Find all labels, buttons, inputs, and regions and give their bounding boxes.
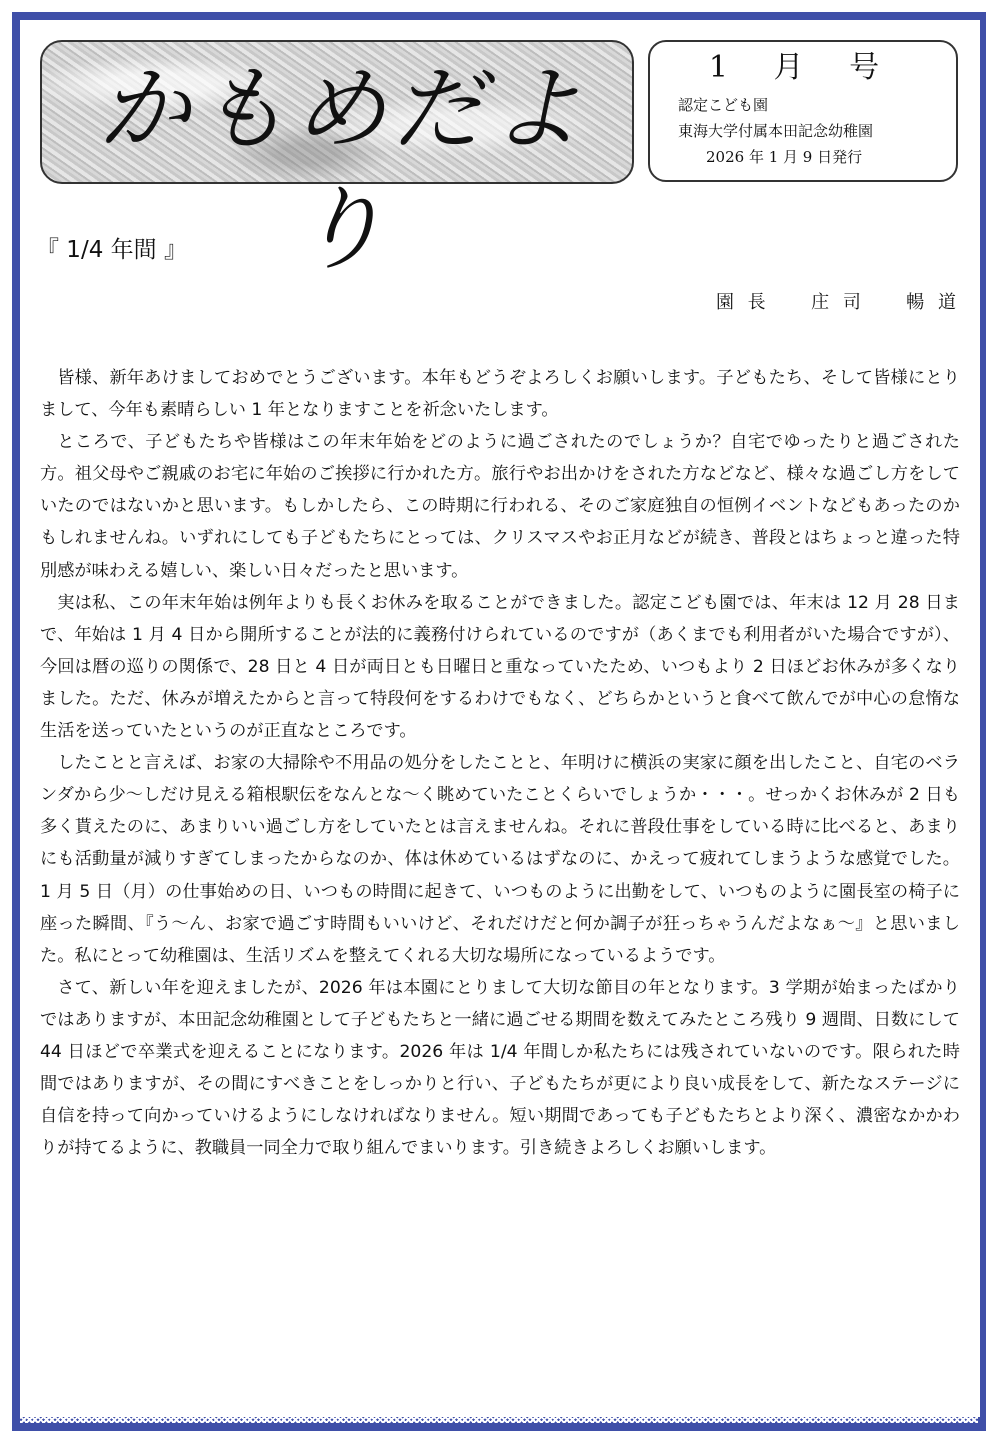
article-author: 園 長 庄 司 暢 道: [715, 292, 960, 313]
paragraph: 実は私、この年末年始は例年よりも長くお休みを取ることができました。認定こども園では、年末は 12 月 28 日まで、年始は 1 月 4 日から開所することが法的に義務付けられているのですが（あくまでも利用者がいた場合ですが）、今回は暦の巡りの関係で、28 日と 4 日が両日とも日曜日と重なっていたため、いつもより 2 日ほどお休みが多くなりました。ただ、休みが増えたからと言って特段何をするわけでもなく、どちらかというと食べて飲んでが中心の怠惰な生活を送っていたというのが正直なところです。: [40, 592, 960, 742]
paragraph: ところで、子どもたちや皆様はこの年末年始をどのように過ごされたのでしょうか？自宅でゆったりと過ごされた方。祖父母やご親戚のお宅に年始のご挨拶に行かれた方。旅行やお出かけをされた方などなど、様々な過ごし方をしていたのではないかと思います。もしかしたら、この時期に行われる、そのご家庭独自の恒例イベントなどもあったのかもしれませんね。いずれにしても子どもたちにとっては、クリスマスやお正月などが続き、普段とはちょっと違った特別感が味わえる嬉しい、楽しい日々だったと思います。: [40, 432, 960, 581]
issue-info-box: [648, 40, 958, 182]
article-title: 『 1/4 年間 』: [36, 237, 187, 263]
issue-date: 2026 年 1 月 9 日発行: [706, 148, 863, 166]
paragraph: したことと言えば、お家の大掃除や不用品の処分をしたことと、年明けに横浜の実家に顔を出したこと、自宅のベランダから少～しだけ見える箱根駅伝をなんとな～く眺めていたことくらいでしょうか・・・。せっかくお休みが 2 日も多く貰えたのに、あまりいい過ごし方をしていたとは言えませんね。それに普段仕事をしている時に比べると、あまりにも活動量が減りすぎてしまったからなのか、体は休めているはずなのに、かえって疲れてしまうような感覚でした。1 月 5 日（月）の仕事始めの日、いつもの時間に起きて、いつものように出勤をして、いつものように園長室の椅子に座った瞬間、『う～ん、お家で過ごす時間もいいけど、それだけだと何か調子が狂っちゃうんだよなぁ～』と思いました。私にとって幼稚園は、生活リズムを整えてくれる大切な場所になっているようです。: [40, 753, 960, 966]
school-name: 東海大学付属本田記念幼稚園: [678, 122, 874, 140]
article-body: [40, 362, 960, 1164]
newsletter-title: かもめだより: [97, 56, 588, 283]
paragraph: 皆様、新年あけましておめでとうございます。本年もどうぞよろしくお願いします。子どもたち、そして皆様にとりまして、今年も素晴らしい 1 年となりますことを祈念いたします。: [40, 368, 960, 421]
issue-month: 1 月 号: [708, 50, 898, 85]
school-type: 認定こども園: [678, 96, 769, 114]
paragraph: さて、新しい年を迎えましたが、2026 年は本園にとりまして大切な節目の年となります。3 学期が始まったばかりではありますが、本田記念幼稚園として子どもたちと一緒に過ごせる期間を数えてみたところ残り 9 週間、日数にして 44 日ほどで卒業式を迎えることになります。2026 年は 1/4 年間しか私たちには残されていないのです。限られた時間ではありますが、その間にすべきことをしっかりと行い、子どもたちが更により良い成長をして、新たなステージに自信を持って向かっていけるようにしなければなりません。短い期間であっても子どもたちとより深く、濃密なかかわりが持てるように、教職員一同全力で取り組んでまいります。引き続きよろしくお願いします。: [40, 977, 960, 1159]
